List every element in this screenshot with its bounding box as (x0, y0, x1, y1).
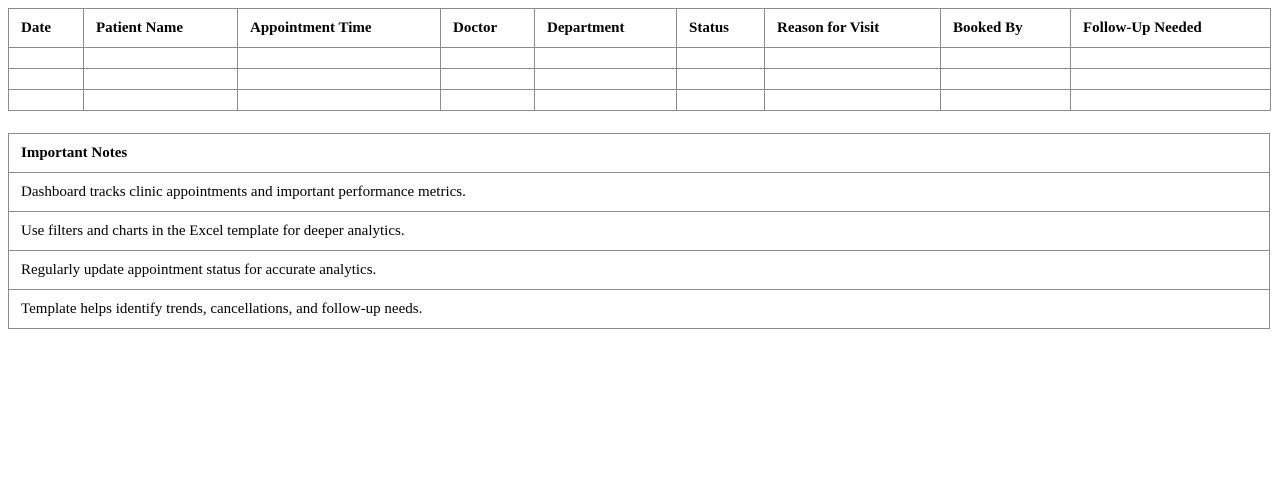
note-row (9, 251, 1270, 290)
table-cell (535, 69, 677, 90)
table-cell (238, 69, 441, 90)
column-header-date: Date (9, 9, 84, 48)
table-cell (9, 90, 84, 111)
note-item: Regularly update appointment status for accurate analytics. (9, 251, 1270, 290)
notes-heading: Important Notes (9, 134, 1270, 173)
table-cell (765, 48, 941, 69)
note-item: Use filters and charts in the Excel template for deeper analytics. (9, 212, 1270, 251)
notes-header-row (9, 134, 1270, 173)
column-header-follow-up-needed: Follow-Up Needed (1071, 9, 1271, 48)
table-cell (441, 90, 535, 111)
column-header-reason-for-visit: Reason for Visit (765, 9, 941, 48)
column-header-doctor: Doctor (441, 9, 535, 48)
note-item: Template helps identify trends, cancellations, and follow-up needs. (9, 290, 1270, 329)
table-cell (765, 69, 941, 90)
note-row (9, 290, 1270, 329)
column-header-status: Status (677, 9, 765, 48)
table-cell (941, 48, 1071, 69)
note-item: Dashboard tracks clinic appointments and important performance metrics. (9, 173, 1270, 212)
table-cell (238, 90, 441, 111)
table-cell (535, 48, 677, 69)
table-cell (9, 48, 84, 69)
table-cell (441, 69, 535, 90)
table-cell (1071, 69, 1271, 90)
note-row (9, 212, 1270, 251)
table-row (9, 69, 1271, 90)
column-header-appointment-time: Appointment Time (238, 9, 441, 48)
table-cell (677, 48, 765, 69)
table-cell (441, 48, 535, 69)
table-cell (941, 90, 1071, 111)
table-cell (941, 69, 1071, 90)
table-cell (84, 48, 238, 69)
table-cell (677, 69, 765, 90)
table-header-row (9, 9, 1271, 48)
table-row (9, 48, 1271, 69)
table-cell (238, 48, 441, 69)
table-cell (9, 69, 84, 90)
column-header-booked-by: Booked By (941, 9, 1071, 48)
table-cell (1071, 90, 1271, 111)
table-cell (1071, 48, 1271, 69)
table-cell (677, 90, 765, 111)
appointments-table (8, 8, 1271, 111)
table-row (9, 90, 1271, 111)
important-notes-table (8, 133, 1270, 329)
note-row (9, 173, 1270, 212)
table-cell (84, 90, 238, 111)
column-header-department: Department (535, 9, 677, 48)
column-header-patient-name: Patient Name (84, 9, 238, 48)
table-cell (765, 90, 941, 111)
table-cell (535, 90, 677, 111)
table-cell (84, 69, 238, 90)
